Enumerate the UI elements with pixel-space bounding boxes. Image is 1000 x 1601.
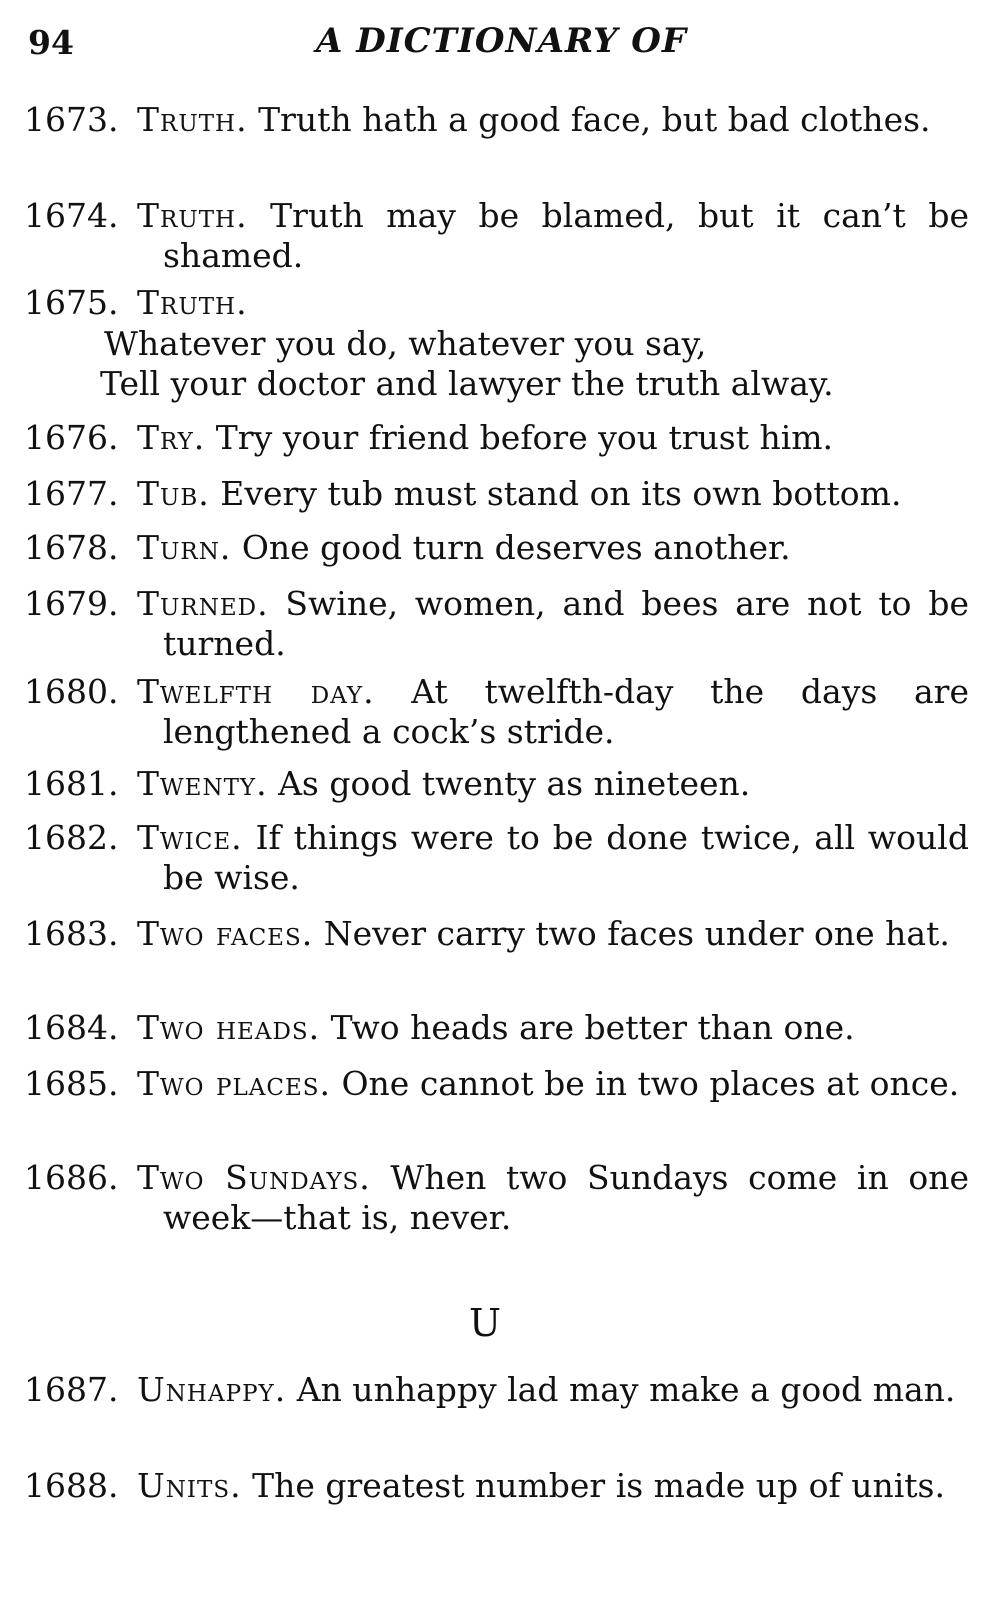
- proverb-entry: [24, 1064, 969, 1104]
- entry-headword: Turn.: [137, 528, 232, 567]
- entry-body: [137, 1008, 969, 1048]
- entry-headword: Units.: [137, 1466, 242, 1505]
- entry-text: The greatest number is made up of units.: [252, 1466, 945, 1505]
- entry-text: Every tub must stand on its own bottom.: [220, 474, 902, 513]
- proverb-entry: [24, 764, 969, 804]
- entry-headword: Two Sundays.: [137, 1158, 371, 1197]
- entry-body: [137, 914, 969, 954]
- entry-number: 1687.: [24, 1370, 119, 1409]
- entry-text: One good turn deserves another.: [241, 528, 791, 567]
- entry-text: Never carry two faces under one hat.: [323, 914, 950, 953]
- entry-body: [137, 1158, 969, 1238]
- proverb-entry: [24, 1158, 969, 1238]
- entry-headword: Two heads.: [137, 1008, 321, 1047]
- entry-number: 1679.: [24, 584, 119, 623]
- entry-headword: Truth.: [137, 100, 248, 139]
- entry-body: [137, 418, 969, 458]
- entry-number: 1685.: [24, 1064, 119, 1103]
- proverb-entry: [24, 100, 969, 140]
- entry-body: [137, 764, 969, 804]
- entry-body: [137, 283, 969, 323]
- entry-body: [137, 474, 969, 514]
- entry-number: 1676.: [24, 418, 119, 457]
- entry-text: Swine, women, and bees are not to be turned.: [163, 584, 969, 663]
- proverb-entry: [24, 914, 969, 954]
- entry-number: 1684.: [24, 1008, 119, 1047]
- page-number: 94: [28, 23, 74, 62]
- entry-body: [137, 1466, 969, 1506]
- entry-text: If things were to be done twice, all would be wise.: [163, 818, 969, 897]
- entry-text: One cannot be in two places at once.: [341, 1064, 960, 1103]
- entry-number: 1678.: [24, 528, 119, 567]
- proverb-entry: [24, 1466, 969, 1506]
- proverb-entry: [24, 1008, 969, 1048]
- entry-number: 1681.: [24, 764, 119, 803]
- entry-number: 1673.: [24, 100, 119, 139]
- entry-headword: Turned.: [137, 584, 269, 623]
- entry-text: An unhappy lad may make a good man.: [296, 1370, 956, 1409]
- entry-body: [137, 584, 969, 664]
- proverb-entry: [24, 196, 969, 276]
- entry-headword: Try.: [137, 418, 206, 457]
- entry-headword: Truth.: [137, 283, 248, 322]
- entry-body: [137, 818, 969, 898]
- entry-text: Try your friend before you trust him.: [215, 418, 834, 457]
- running-title: A DICTIONARY OF: [316, 21, 688, 61]
- entry-body: [137, 1370, 969, 1410]
- entry-text: Truth may be blamed, but it can’t be shamed.: [163, 196, 969, 275]
- section-letter-heading: U: [468, 1301, 502, 1345]
- entry-text: When two Sundays come in one week—that is, never.: [163, 1158, 969, 1237]
- proverb-entry: [24, 283, 969, 323]
- page-header: [24, 14, 960, 64]
- entry-number: 1688.: [24, 1466, 119, 1505]
- entry-headword: Twice.: [137, 818, 243, 857]
- entry-body: [137, 196, 969, 276]
- proverb-entry: [24, 474, 969, 514]
- entry-body: [137, 528, 969, 568]
- entry-headword: Two places.: [137, 1064, 331, 1103]
- proverb-entry: [24, 818, 969, 898]
- entry-headword: Twelfth day.: [137, 672, 375, 711]
- proverb-entry: [24, 584, 969, 664]
- verse-line: Tell your doctor and lawyer the truth alway.: [100, 364, 834, 403]
- proverb-entry: [24, 528, 969, 568]
- entry-headword: Twenty.: [137, 764, 268, 803]
- entry-number: 1674.: [24, 196, 119, 235]
- entry-headword: Tub.: [137, 474, 210, 513]
- verse-line: Whatever you do, whatever you say,: [104, 324, 707, 363]
- entry-headword: Truth.: [137, 196, 248, 235]
- entry-number: 1686.: [24, 1158, 119, 1197]
- entry-headword: Unhappy.: [137, 1370, 287, 1409]
- entry-body: [137, 100, 969, 140]
- entry-number: 1675.: [24, 283, 119, 322]
- entry-text: Two heads are better than one.: [330, 1008, 855, 1047]
- entry-body: [137, 672, 969, 752]
- entry-text: Truth hath a good face, but bad clothes.: [258, 100, 931, 139]
- entry-number: 1683.: [24, 914, 119, 953]
- entry-text: At twelfth-day the days are lengthened a cock’s stride.: [163, 672, 969, 751]
- entry-number: 1682.: [24, 818, 119, 857]
- entry-number: 1677.: [24, 474, 119, 513]
- proverb-entry: [24, 1370, 969, 1410]
- entry-text: As good twenty as nineteen.: [278, 764, 751, 803]
- proverb-entry: [24, 672, 969, 752]
- entry-number: 1680.: [24, 672, 119, 711]
- proverb-entry: [24, 418, 969, 458]
- entry-headword: Two faces.: [137, 914, 314, 953]
- entry-body: [137, 1064, 969, 1104]
